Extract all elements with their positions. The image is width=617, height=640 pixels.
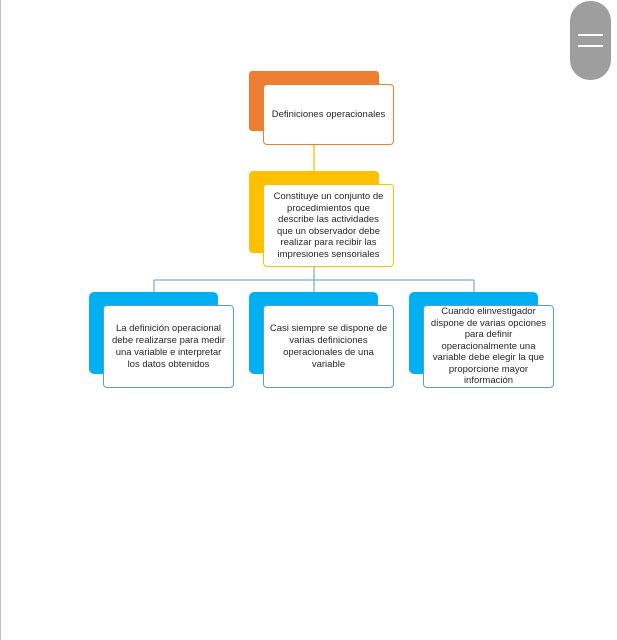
hamburger-menu-icon	[578, 34, 603, 36]
child-node-2-label: Casi siempre se dispone de varias definiciones operacionales de una variable	[269, 322, 388, 370]
root-node-label: Definiciones operacionales	[271, 108, 386, 120]
hamburger-menu-icon-line	[578, 45, 603, 47]
menu-button[interactable]	[570, 1, 611, 80]
child-node-3-label: Cuando elinvestigador dispone de varias opciones para definir operacionalmente una variable debe elegir la que proporcione mayor información	[430, 306, 547, 387]
child-node-3	[423, 305, 554, 388]
child-node-2	[263, 305, 394, 388]
root-node	[263, 84, 394, 145]
middle-node-label: Constituye un conjunto de procedimientos que describe las actividades que un observador debe realizar para recibir las impresiones sensoriales	[273, 191, 384, 260]
middle-node	[263, 184, 394, 267]
child-node-1	[103, 305, 234, 388]
child-node-1-label: La definición operacional debe realizarse para medir una variable e interpretar los datos obtenidos	[111, 322, 225, 370]
